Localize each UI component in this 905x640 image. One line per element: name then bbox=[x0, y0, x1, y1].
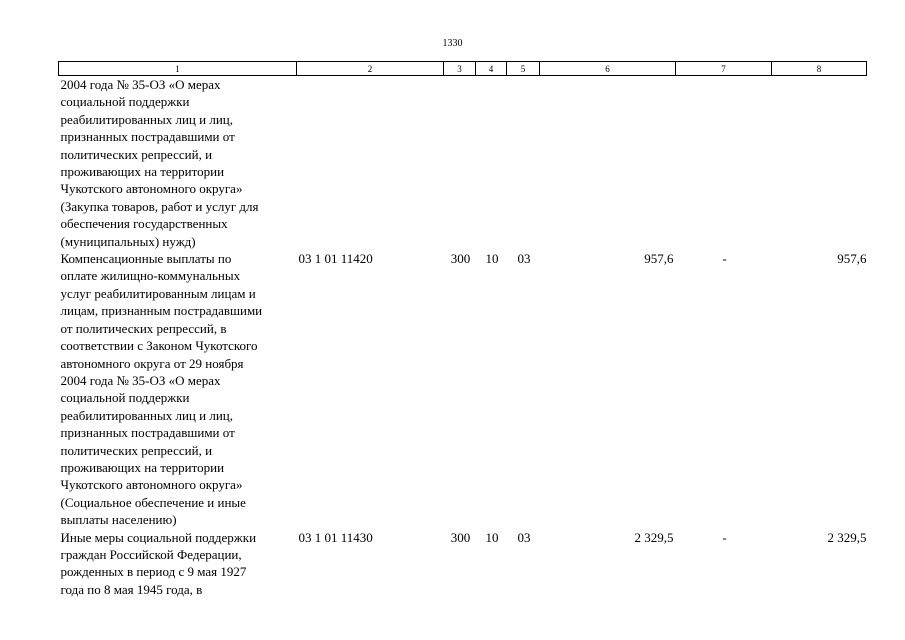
row-program-code bbox=[297, 76, 444, 251]
row-amount-col8: 957,6 bbox=[837, 251, 867, 267]
column-header-6: 6 bbox=[540, 62, 676, 76]
row-amount-col7: - bbox=[722, 529, 727, 545]
table-row bbox=[59, 76, 867, 251]
column-header-2: 2 bbox=[297, 62, 444, 76]
row-section bbox=[476, 76, 507, 251]
row-description: 2004 года № 35-ОЗ «О мерах социальной поддержки реабилитированных лиц и лиц, признанных пострадавшими от политических репрессий, и проживающих на территории Чукотского автономного округа» (Закупка товаров, работ и услуг для обеспечения государственных (муниципальных) нужд) bbox=[60, 77, 259, 249]
row-amount-col8: 2 329,5 bbox=[827, 529, 867, 545]
column-header-5: 5 bbox=[507, 62, 540, 76]
row-description: Компенсационные выплаты по оплате жилищно-коммунальных услуг реабилитированным лицам и лицам, признанным пострадавшими от политических репрессий, в соответствии с Законом Чукотского автономного округа от 29 ноября 2004 года № 35-ОЗ «О мерах социальной поддержки реабилитированных лиц и лиц, признанных пострадавшими от политических репрессий, и проживающих на территории Чукотского автономного округа» (Социальное обеспечение и иные выплаты населению) bbox=[60, 251, 263, 528]
column-header-1: 1 bbox=[59, 62, 297, 76]
row-subsection: 03 bbox=[517, 529, 531, 545]
column-number-row bbox=[59, 62, 867, 76]
column-header-3: 3 bbox=[444, 62, 476, 76]
row-program-code: 03 1 01 11420 bbox=[298, 251, 373, 267]
row-amount-col6: 2 329,5 bbox=[634, 529, 674, 545]
row-amount-col6: 957,6 bbox=[644, 251, 674, 267]
row-amount-col7 bbox=[676, 76, 772, 251]
table-row bbox=[59, 529, 867, 599]
row-expense-type bbox=[444, 76, 476, 251]
column-header-8: 8 bbox=[772, 62, 867, 76]
row-amount-col8 bbox=[772, 76, 867, 251]
row-expense-type: 300 bbox=[450, 251, 471, 267]
budget-table bbox=[58, 61, 867, 598]
page-number: 1330 bbox=[442, 38, 463, 49]
row-program-code: 03 1 01 11430 bbox=[298, 529, 373, 545]
row-expense-type: 300 bbox=[450, 529, 471, 545]
row-amount-col6 bbox=[540, 76, 676, 251]
column-header-4: 4 bbox=[476, 62, 507, 76]
row-description: Иные меры социальной поддержки граждан Российской Федерации, рожденных в период с 9 мая 1927 года по 8 мая 1945 года, в bbox=[60, 529, 257, 597]
row-amount-col7: - bbox=[722, 251, 727, 267]
row-subsection: 03 bbox=[517, 251, 531, 267]
table-row bbox=[59, 250, 867, 529]
row-section: 10 bbox=[485, 529, 499, 545]
column-header-7: 7 bbox=[676, 62, 772, 76]
row-section: 10 bbox=[485, 251, 499, 267]
row-subsection bbox=[507, 76, 540, 251]
